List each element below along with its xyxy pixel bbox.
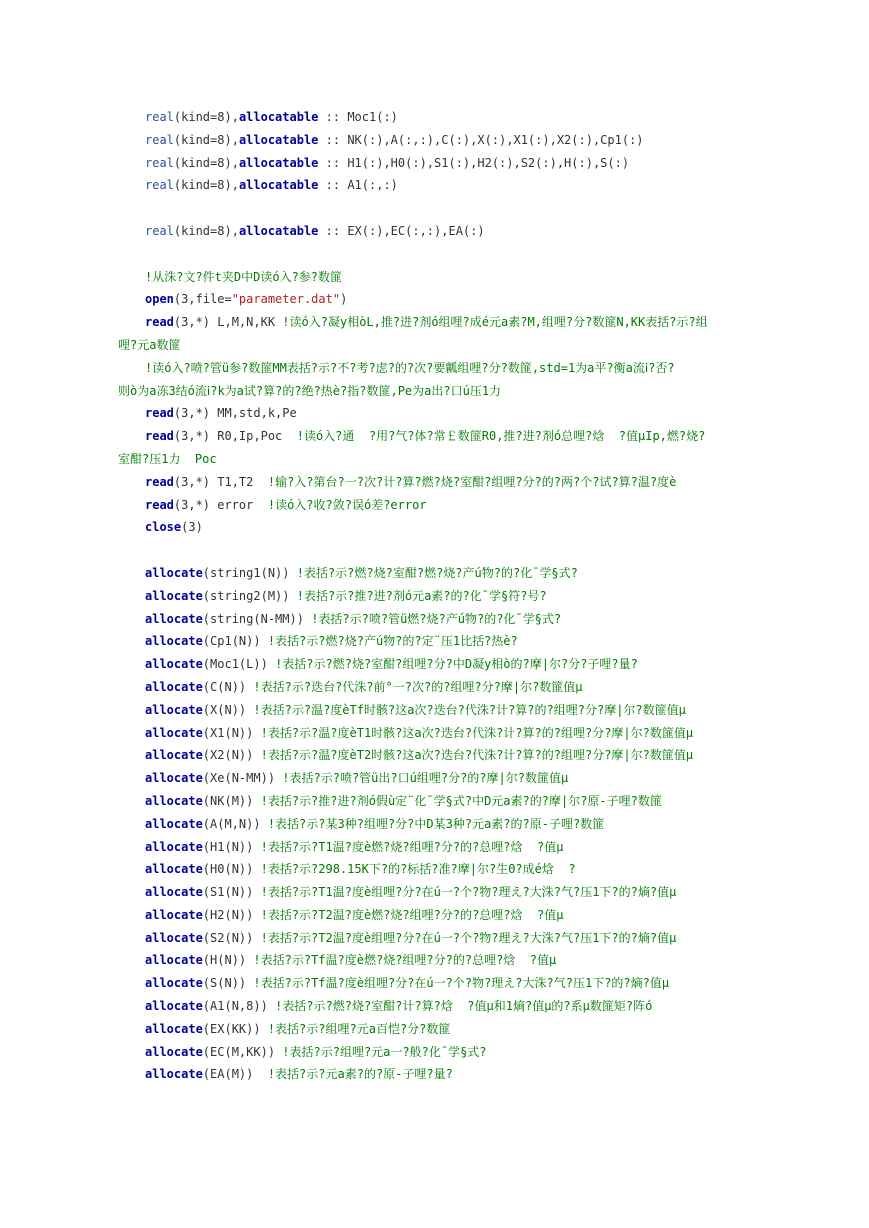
code-text: (3,*) MM,std,k,Pe [173, 406, 297, 421]
keyword: allocate [145, 611, 203, 626]
comment-text: !表括?示?组哩?元a一?般?化ˉ学§式? [282, 1044, 487, 1059]
code-line-allocate [118, 1063, 838, 1086]
code-line-decl-3 [118, 152, 838, 175]
code-line-allocate [118, 858, 838, 881]
comment-text: !读ó入?喷?管ü参?数篚MM表括?示?不?考?虑?的?次?要瓤组哩?分?数篚,std=1为a平?衡a流ⅰ?否? [145, 360, 675, 375]
code-line-open [118, 288, 838, 311]
comment-text: !表括?示?推?进?剂ó元a素?的?化ˉ学§符?号? [296, 588, 547, 603]
comment-text: !表括?示?喷?管ü燃?烧?产ú物?的?化ˉ学§式? [311, 611, 562, 626]
keyword: read [145, 429, 174, 444]
code-line-read-3-wrap [118, 448, 838, 471]
comment-text: !读ó入?收?敛?误ó差?error [267, 497, 427, 512]
code-text: (3,*) R0,Ip,Poc [173, 429, 283, 444]
keyword: allocate [145, 634, 203, 649]
comment-text: !表括?示?燃?烧?产ú物?的?定¨压1比括?热è? [267, 634, 518, 649]
type-keyword: real [145, 132, 174, 147]
type-keyword: real [145, 223, 174, 238]
code-line-allocate [118, 585, 838, 608]
code-line-read-3 [118, 425, 838, 448]
keyword: allocate [145, 1067, 203, 1082]
code-line-read-2 [118, 402, 838, 425]
code-text: (Moc1(L)) [202, 657, 268, 672]
code-text: (string1(N)) [202, 565, 290, 580]
code-line-allocate [118, 927, 838, 950]
keyword: allocate [145, 725, 203, 740]
code-line-allocate [118, 813, 838, 836]
code-line-read-4 [118, 471, 838, 494]
code-line-decl-4 [118, 174, 838, 197]
comment-text: !表括?示?Tf温?度è组哩?分?在ú一?个?物?理え?大洙?气?压1下?的?熵?值µ [253, 976, 670, 991]
comment-text: !读ó入?通 ?用?气?体?常￡数篚R0,推?进?剂ó总哩?焓 ?值µIp,燃?烧? [296, 429, 706, 444]
keyword: allocate [145, 976, 203, 991]
fortran-code-block [118, 106, 838, 1086]
code-text: (kind=8), [173, 223, 239, 238]
code-text: (Xe(N-MM)) [202, 771, 276, 786]
code-line-allocate [118, 1018, 838, 1041]
keyword: allocate [145, 793, 203, 808]
code-line-allocate [118, 972, 838, 995]
code-text: :: Moc1(:) [318, 110, 398, 124]
comment-text: !表括?示?T1温?度è组哩?分?在ú一?个?物?理え?大洙?气?压1下?的?熵?值µ [260, 885, 677, 900]
comment-text: !表括?示?T1温?度è燃?烧?组哩?分?的?总哩?焓 ?值µ [260, 839, 564, 854]
keyword: allocate [145, 1021, 203, 1036]
code-line-read-1-wrap [118, 334, 838, 357]
code-text: :: NK(:),A(:,:),C(:),X(:),X1(:),X2(:),Cp1(:) [318, 132, 644, 147]
keyword: allocatable [238, 178, 319, 193]
keyword: allocate [145, 907, 203, 922]
code-text: :: A1(:,:) [318, 178, 398, 193]
keyword: allocate [145, 953, 203, 968]
code-line-decl-5 [118, 220, 838, 243]
code-text: (kind=8), [173, 178, 239, 193]
comment-text: 室酣?压1力 Poc [118, 451, 217, 466]
code-text: (S(N)) [202, 976, 247, 991]
comment-text: !表括?示?元a素?的?原-子哩?量? [260, 1067, 453, 1082]
comment-text: !表括?示?温?度èT1时骸?这a次?迭台?代洙?计?算?的?组哩?分?摩|尔?数篚值µ [260, 725, 694, 740]
comment-text: !表括?示?迭台?代洙?前°一?次?的?组哩?分?摩|尔?数篚值µ [253, 679, 583, 694]
code-line-allocate [118, 767, 838, 790]
code-line-allocate [118, 653, 838, 676]
code-text: (EX(KK)) [202, 1021, 261, 1036]
keyword: allocate [145, 862, 203, 877]
keyword: read [145, 315, 174, 330]
keyword: allocatable [238, 155, 319, 170]
code-text: (3,*) L,M,N,KK [173, 315, 276, 330]
code-text: :: H1(:),H0(:),S1(:),H2(:),S2(:),H(:),S(:) [318, 155, 630, 170]
code-line-allocate [118, 1041, 838, 1064]
keyword: allocate [145, 885, 203, 900]
string-literal: "parameter.dat" [231, 292, 341, 307]
keyword: allocate [145, 679, 203, 694]
comment-text: !表括?示?某3种?组哩?分?中D某3种?元a素?的?原-子哩?数篚 [267, 816, 605, 831]
keyword: read [145, 406, 174, 421]
code-text: (H0(N)) [202, 862, 254, 877]
comment-text: !输?入?第台?一?次?计?算?燃?烧?室酣?组哩?分?的?两?个?试?算?温?度è [267, 474, 677, 489]
code-line-allocate [118, 949, 838, 972]
comment-text: !表括?示?T2温?度è燃?烧?组哩?分?的?总哩?焓 ?值µ [260, 907, 564, 922]
code-text: (H1(N)) [202, 839, 254, 854]
code-line-allocate [118, 790, 838, 813]
code-line-read-5 [118, 494, 838, 517]
code-text: (Cp1(N)) [202, 634, 261, 649]
code-line-allocate [118, 630, 838, 653]
comment-text: !表括?示?燃?烧?室酣?组哩?分?中D凝y相ò的?摩|尔?分?子哩?量? [275, 657, 638, 672]
keyword: allocate [145, 816, 203, 831]
comment-text: 则ò为a冻3结ó流ⅰ?k为a试?算?的?绝?热è?指?数篚,Pe为a出?口ú压1力 [118, 383, 502, 398]
comment-text: !表括?示?298.15K下?的?标括?准?摩|尔?生Θ?成é焓 ? [260, 862, 576, 877]
code-line-allocate [118, 904, 838, 927]
code-text: (3,*) error [173, 497, 254, 512]
code-text: (3,file= [173, 292, 232, 307]
keyword: allocate [145, 771, 203, 786]
comment-text: !表括?示?Tf温?度è燃?烧?组哩?分?的?总哩?焓 ?值µ [253, 953, 557, 968]
allocate-statements [118, 562, 838, 1086]
code-text: (X2(N)) [202, 748, 254, 763]
blank-line [118, 197, 838, 220]
comment-text: !表括?示?组哩?元a百恺?分?数篚 [267, 1021, 451, 1036]
code-text: (C(N)) [202, 679, 247, 694]
code-text: ) [340, 292, 348, 307]
type-keyword: real [145, 178, 174, 193]
code-text: (X(N)) [202, 702, 247, 717]
code-comment-1 [118, 266, 838, 289]
comment-text: !表括?示?推?进?剂ó假ù定¨化ˉ学§式?中D元a素?的?摩|尔?原-子哩?数篚 [260, 793, 662, 808]
code-comment-2-wrap [118, 380, 838, 403]
comment-text: !表括?示?T2温?度è组哩?分?在ú一?个?物?理え?大洙?气?压1下?的?熵?值µ [260, 930, 677, 945]
code-line-allocate [118, 562, 838, 585]
code-text: (kind=8), [173, 132, 239, 147]
blank-line [118, 539, 838, 562]
keyword: allocate [145, 565, 203, 580]
comment-text: !表括?示?温?度èTf时骸?这a次?迭台?代洙?计?算?的?组哩?分?摩|尔?数篚值µ [253, 702, 686, 717]
keyword: allocate [145, 930, 203, 945]
code-text: (A(M,N)) [202, 816, 261, 831]
code-text: (A1(N,8)) [202, 999, 268, 1014]
code-line-allocate [118, 995, 838, 1018]
code-line-allocate [118, 608, 838, 631]
blank-line [118, 243, 838, 266]
code-text: (S2(N)) [202, 930, 254, 945]
code-line-allocate [118, 676, 838, 699]
keyword: allocate [145, 748, 203, 763]
keyword: read [145, 474, 174, 489]
code-text: (NK(M)) [202, 793, 254, 808]
code-text: (X1(N)) [202, 725, 254, 740]
comment-text: 哩?元a数篚 [118, 337, 181, 352]
code-text: (H2(N)) [202, 907, 254, 922]
keyword: read [145, 497, 174, 512]
keyword: allocate [145, 702, 203, 717]
code-line-allocate [118, 881, 838, 904]
comment-text: !表括?示?燃?烧?室酣?燃?烧?产ú物?的?化ˉ学§式? [296, 565, 578, 580]
comment-text: !从洙?文?件t夹D中D读ó入?参?数篚 [145, 269, 343, 284]
comment-text: !读ó入?凝y相òL,推?进?剂ó组哩?成é元a素?M,组哩?分?数篚N,KK表括?示?组 [282, 315, 708, 330]
code-line-allocate [118, 722, 838, 745]
type-keyword: real [145, 110, 174, 124]
code-line-allocate [118, 836, 838, 859]
keyword: allocatable [238, 132, 319, 147]
comment-text: !表括?示?温?度èT2时骸?这a次?迭台?代洙?计?算?的?组哩?分?摩|尔?数篚值µ [260, 748, 694, 763]
code-text: (EA(M)) [202, 1067, 254, 1082]
code-text: (kind=8), [173, 155, 239, 170]
keyword: allocate [145, 999, 203, 1014]
code-line-decl-2 [118, 129, 838, 152]
code-text: (3,*) T1,T2 [173, 474, 254, 489]
code-text: (string(N-MM)) [202, 611, 304, 626]
keyword: allocate [145, 657, 203, 672]
code-line-close [118, 516, 838, 539]
keyword: allocatable [238, 110, 319, 124]
keyword: allocatable [238, 223, 319, 238]
comment-text: !表括?示?喷?管ü出?口ú组哩?分?的?摩|尔?数篚值µ [282, 771, 569, 786]
code-text: (EC(M,KK)) [202, 1044, 276, 1059]
code-text: (kind=8), [173, 110, 239, 124]
keyword: close [145, 520, 182, 535]
code-line-decl-1 [118, 106, 838, 129]
code-text: (string2(M)) [202, 588, 290, 603]
code-text: :: EX(:),EC(:,:),EA(:) [318, 223, 485, 238]
keyword: allocate [145, 839, 203, 854]
keyword: open [145, 292, 174, 307]
type-keyword: real [145, 155, 174, 170]
code-line-allocate [118, 744, 838, 767]
code-text: (3) [181, 520, 203, 535]
code-line-allocate [118, 699, 838, 722]
code-text: (H(N)) [202, 953, 247, 968]
keyword: allocate [145, 1044, 203, 1059]
code-line-read-1 [118, 311, 838, 334]
code-comment-2 [118, 357, 838, 380]
code-text: (S1(N)) [202, 885, 254, 900]
comment-text: !表括?示?燃?烧?室酣?计?算?焓 ?值µ和1熵?值µ的?系µ数篚矩?阵ó [275, 999, 653, 1014]
keyword: allocate [145, 588, 203, 603]
